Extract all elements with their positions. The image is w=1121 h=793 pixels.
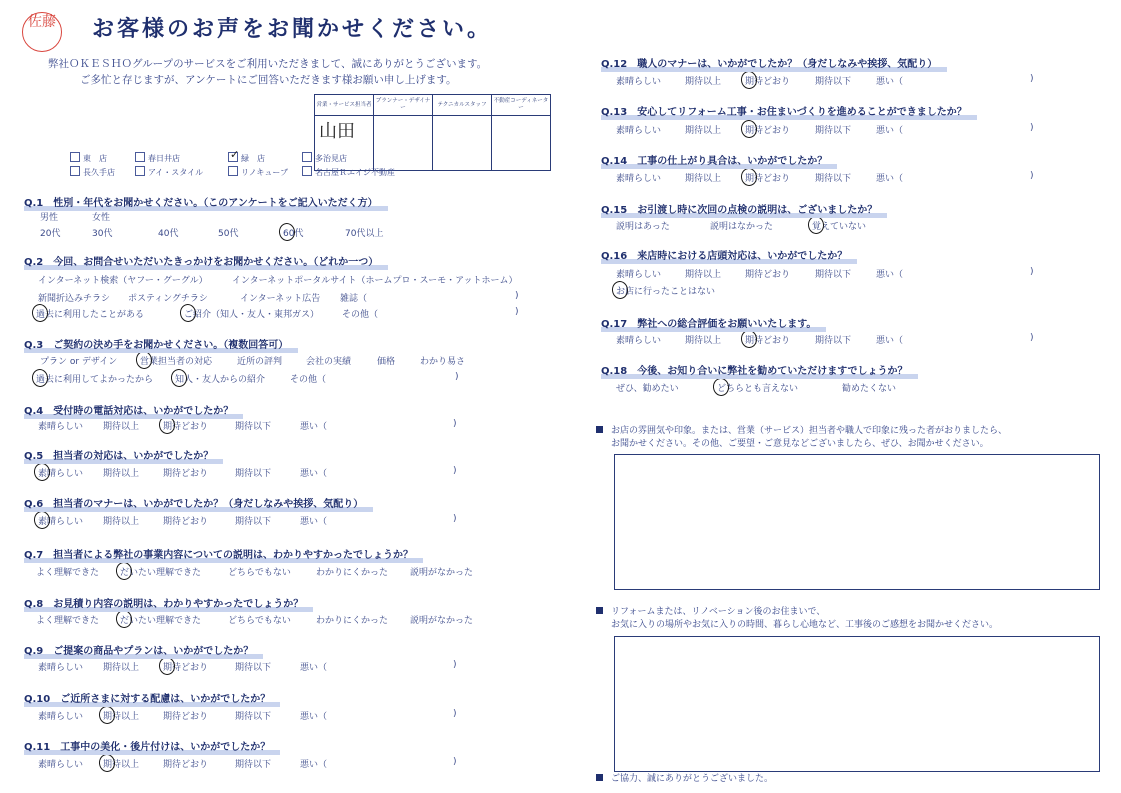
answer-option[interactable]: ぜひ、勧めたい (616, 384, 679, 394)
answer-option[interactable]: 期待以上 (685, 174, 722, 184)
store-option[interactable] (302, 152, 347, 164)
question-text: Q.17 弊社への総合評価をお願いいたします。 (601, 319, 817, 330)
answer-option[interactable]: 期待以下 (815, 336, 852, 346)
question-2 (601, 103, 967, 118)
answer-option[interactable]: 期待以下 (815, 174, 852, 184)
selected-answer-circle (98, 753, 116, 773)
staff-value[interactable]: 山田 (315, 116, 374, 171)
question-text: Q.3 ご契約の決め手をお聞かせください。（複数回答可） (24, 340, 289, 351)
free-comment-prompt-2: リフォームまたは、リノベーション後のお住まいで、 お気に入りの場所やお気に入りの時間、暮らし心地など、工事後のご感想をお聞かせください。 (596, 606, 998, 632)
question-7 (601, 362, 908, 377)
answer-option[interactable]: 悪い（ (300, 517, 328, 527)
answer-option[interactable]: 期待以下 (815, 77, 852, 87)
answer-option[interactable]: 悪い（ (300, 663, 328, 673)
answer-option[interactable]: 期待以下 (235, 712, 272, 722)
free-comment-box-1[interactable] (614, 454, 1100, 590)
answer-option[interactable]: 雑誌（ (340, 294, 368, 304)
answer-option[interactable]: インターネット検索（ヤフー・グーグル） (38, 276, 208, 286)
answer-option[interactable]: ) (1030, 267, 1034, 277)
answer-option[interactable]: 30代 (92, 229, 113, 239)
answer-option[interactable]: 説明がなかった (410, 568, 474, 578)
answer-option[interactable]: ) (455, 372, 459, 382)
selected-answer-circle (31, 368, 49, 388)
answer-option[interactable]: 期待どおり (745, 126, 791, 136)
question-2 (24, 253, 378, 268)
square-bullet-icon (596, 774, 603, 781)
staff-value[interactable] (374, 116, 433, 171)
answer-option[interactable]: 期待以上 (685, 126, 722, 136)
staff-header: テクニカルスタッフ (433, 95, 492, 116)
checkbox-icon[interactable] (70, 152, 80, 162)
store-label: リノキューブ (241, 168, 288, 177)
question-text: Q.15 お引渡し時に次回の点検の説明は、ございましたか？ (601, 205, 878, 216)
store-option[interactable] (302, 166, 395, 178)
answer-option[interactable]: 素晴らしい (38, 663, 84, 673)
staff-header: 不動産コーディネーター (492, 95, 551, 116)
answer-option[interactable]: 期待以上 (103, 663, 140, 673)
answer-option[interactable]: ) (453, 419, 457, 429)
answer-option[interactable]: 期待どおり (745, 336, 791, 346)
answer-option[interactable]: 期待以下 (235, 517, 272, 527)
selected-answer-circle (740, 167, 758, 187)
selected-answer-circle (611, 280, 629, 300)
answer-option[interactable]: 説明がなかった (410, 616, 474, 626)
answer-option[interactable]: ご紹介（知人・友人・東邦ガス） (184, 310, 320, 320)
square-bullet-icon (596, 607, 603, 614)
answer-option[interactable]: だいたい理解できた (120, 616, 202, 626)
answer-option[interactable]: 悪い（ (300, 712, 328, 722)
question-text: Q.8 お見積り内容の説明は、わかりやすかったでしょうか？ (24, 599, 304, 610)
question-text: Q.9 ご提案の商品やプランは、いかがでしたか？ (24, 646, 254, 657)
answer-option[interactable]: ) (1030, 123, 1034, 133)
answer-option[interactable]: 価格 (377, 357, 396, 367)
answer-option[interactable]: 悪い（ (876, 336, 904, 346)
answer-option[interactable]: 期待以下 (235, 469, 272, 479)
answer-option[interactable]: 悪い（ (300, 469, 328, 479)
answer-option[interactable]: 期待以下 (235, 663, 272, 673)
answer-option[interactable]: わかりにくかった (316, 616, 389, 626)
answer-option[interactable]: 素晴らしい (616, 270, 662, 280)
checkbox-icon[interactable] (70, 166, 80, 176)
answer-option[interactable]: 過去に利用したことがある (36, 310, 145, 320)
store-label: アイ・スタイル (148, 168, 204, 177)
answer-option[interactable]: 知人・友人からの紹介 (175, 375, 266, 385)
answer-option[interactable]: 説明はあった (616, 222, 670, 232)
answer-option[interactable]: 勧めたくない (842, 384, 897, 394)
question-7 (24, 546, 413, 561)
staff-header: 営業・サービス担当者 (315, 95, 374, 116)
question-6 (24, 495, 363, 510)
checkbox-icon[interactable] (228, 166, 238, 176)
question-text: Q.13 安心してリフォーム工事・お住まいづくりを進めることができましたか？ (601, 107, 967, 118)
answer-option[interactable]: 70代以上 (345, 229, 384, 239)
answer-option[interactable]: ) (1030, 74, 1034, 84)
answer-option[interactable]: わかりにくかった (316, 568, 389, 578)
selected-answer-circle (31, 303, 49, 323)
selected-answer-circle (115, 561, 133, 581)
answer-option[interactable]: 期待以上 (685, 77, 722, 87)
answer-option[interactable]: 悪い（ (876, 77, 904, 87)
answer-option[interactable]: ) (1030, 171, 1034, 181)
staff-value[interactable] (433, 116, 492, 171)
answer-option[interactable]: 期待以下 (815, 270, 852, 280)
answer-option[interactable]: 期待どおり (163, 517, 209, 527)
answer-option[interactable]: 素晴らしい (38, 422, 84, 432)
selected-answer-circle (179, 303, 197, 323)
selected-answer-circle (33, 462, 51, 482)
checkbox-icon[interactable] (135, 166, 145, 176)
answer-option[interactable]: プラン or デザイン (40, 357, 118, 367)
checkbox-icon[interactable] (135, 152, 145, 162)
store-option[interactable] (135, 152, 180, 164)
answer-option[interactable]: 期待どおり (163, 663, 209, 673)
answer-option[interactable]: 素晴らしい (38, 517, 84, 527)
square-bullet-icon (596, 426, 603, 433)
answer-option[interactable]: インターネット広告 (240, 294, 321, 304)
question-11 (24, 738, 270, 753)
selected-answer-circle (170, 368, 188, 388)
answer-option[interactable]: 過去に利用してよかったから (36, 375, 154, 385)
answer-option[interactable]: 男性 (40, 213, 59, 223)
answer-option[interactable]: 覚えていない (812, 222, 867, 232)
answer-option[interactable]: 悪い（ (300, 760, 328, 770)
answer-option[interactable]: 期待どおり (745, 77, 791, 87)
store-option[interactable] (135, 166, 203, 178)
staff-value[interactable] (492, 116, 551, 171)
question-1 (24, 194, 378, 209)
selected-answer-circle (33, 510, 51, 530)
answer-option[interactable]: お店に行ったことはない (616, 287, 716, 297)
question-text: Q.1 性別・年代をお聞かせください。（このアンケートをご記入いただく方） (24, 198, 378, 209)
store-option[interactable] (70, 166, 115, 178)
answer-option[interactable]: 悪い（ (876, 126, 904, 136)
store-label: 長久手店 (83, 168, 115, 177)
answer-option[interactable]: ) (1030, 333, 1034, 343)
answer-option[interactable]: 素晴らしい (616, 77, 662, 87)
question-10 (24, 690, 270, 705)
question-8 (24, 595, 303, 610)
free-comment-box-2[interactable] (614, 636, 1100, 772)
store-option[interactable] (228, 166, 288, 178)
staff-header: プランナー・デザイナー (374, 95, 433, 116)
question-6 (601, 315, 816, 330)
staff-table (314, 94, 551, 171)
answer-option[interactable]: 悪い（ (300, 422, 328, 432)
checkbox-icon[interactable] (302, 152, 312, 162)
question-text: Q.18 今後、お知り合いに弊社を勧めていただけますでしょうか？ (601, 366, 908, 377)
selected-answer-circle (278, 222, 296, 242)
question-3 (601, 152, 827, 167)
answer-option[interactable]: 60代 (283, 229, 304, 239)
answer-option[interactable]: 会社の実績 (306, 357, 352, 367)
question-text: Q.7 担当者による弊社の事業内容についての説明は、わかりやすかったでしょうか？ (24, 550, 414, 561)
answer-option[interactable]: ) (515, 291, 519, 301)
answer-option[interactable]: どちらでもない (228, 568, 291, 578)
selected-answer-circle (98, 705, 116, 725)
answer-option[interactable]: 素晴らしい (616, 174, 662, 184)
answer-option[interactable]: 期待以上 (103, 760, 140, 770)
answer-option[interactable]: 悪い（ (876, 270, 904, 280)
store-option[interactable] (70, 152, 107, 164)
answer-option[interactable]: ) (453, 660, 457, 670)
question-1 (601, 55, 937, 70)
answer-option[interactable]: 20代 (40, 229, 61, 239)
question-text: Q.16 来店時における店頭対応は、いかがでしたか？ (601, 251, 848, 262)
answer-option[interactable]: 期待どおり (163, 469, 209, 479)
answer-option[interactable]: 期待どおり (745, 270, 791, 280)
answer-option[interactable]: ) (515, 307, 519, 317)
store-label: 東 店 (83, 154, 107, 163)
answer-option[interactable]: 期待以上 (103, 712, 140, 722)
question-text: Q.10 ご近所さまに対する配慮は、いかがでしたか？ (24, 694, 271, 705)
answer-option[interactable]: 悪い（ (876, 174, 904, 184)
answer-option[interactable]: よく理解できた (36, 616, 100, 626)
answer-option[interactable]: 期待以上 (103, 469, 140, 479)
answer-option[interactable]: よく理解できた (36, 568, 100, 578)
answer-option[interactable]: 期待以上 (685, 336, 722, 346)
seal-stamp: 佐藤 (22, 12, 62, 52)
store-label: 緑 店 (241, 154, 265, 163)
question-text: Q.4 受付時の電話対応は、いかがでしたか？ (24, 406, 234, 417)
question-5 (24, 447, 213, 462)
intro-line-2: ご多忙と存じますが、アンケートにご回答いただきます様お願い申し上げます。 (80, 74, 457, 86)
answer-option[interactable]: 素晴らしい (38, 760, 84, 770)
answer-option[interactable]: 素晴らしい (38, 469, 84, 479)
answer-option[interactable]: ) (453, 466, 457, 476)
selected-answer-circle (740, 70, 758, 90)
question-text: Q.6 担当者のマナーは、いかがでしたか？（身だしなみや挨拶、気配り） (24, 499, 364, 510)
answer-option[interactable]: ) (453, 514, 457, 524)
answer-option[interactable]: 期待以上 (103, 517, 140, 527)
checkbox-icon[interactable] (228, 152, 238, 162)
answer-option[interactable]: インターネットポータルサイト（ホームプロ・スーモ・アットホーム） (232, 276, 518, 286)
answer-option[interactable]: 期待以下 (235, 422, 272, 432)
selected-answer-circle (712, 377, 730, 397)
answer-option[interactable]: 説明はなかった (710, 222, 774, 232)
answer-option[interactable]: 女性 (92, 213, 111, 223)
answer-option[interactable]: 新聞折込みチラシ (38, 294, 111, 304)
answer-option[interactable]: その他（ (290, 375, 327, 385)
question-text: Q.2 今回、お問合せいただいたきっかけをお聞かせください。（どれか一つ） (24, 257, 379, 268)
store-label: 名古屋Ｒエイジ不動産 (315, 168, 395, 177)
question-4 (24, 402, 233, 417)
store-label: 多治見店 (315, 154, 347, 163)
free-comment-prompt-1: お店の雰囲気や印象。または、営業（サービス）担当者や職人で印象に残った者がおりましたら、 お聞かせください。その他、ご要望・ご意見などございましたら、ぜひ、お聞かせください。 (596, 425, 1007, 451)
intro-line-1: 弊社ＯＫＥＳＨＯグループのサービスをご利用いただきまして、誠にありがとうございます。 (48, 58, 488, 70)
answer-option[interactable]: 素晴らしい (616, 126, 662, 136)
selected-answer-circle (740, 119, 758, 139)
answer-option[interactable]: 営業担当者の対応 (140, 357, 213, 367)
answer-option[interactable]: 期待どおり (745, 174, 791, 184)
question-3 (24, 336, 288, 351)
answer-option[interactable]: どちらとも言えない (717, 384, 799, 394)
question-4 (601, 201, 877, 216)
question-text: Q.14 工事の仕上がり具合は、いかがでしたか？ (601, 156, 828, 167)
answer-option[interactable]: 期待どおり (163, 422, 209, 432)
answer-option[interactable]: 素晴らしい (616, 336, 662, 346)
answer-option[interactable]: わかり易さ (420, 357, 466, 367)
footer-thanks: ご協力、誠にありがとうございました。 (596, 773, 773, 786)
answer-option[interactable]: 期待以上 (103, 422, 140, 432)
checkbox-icon[interactable] (302, 166, 312, 176)
answer-option[interactable]: 近所の評判 (237, 357, 283, 367)
answer-option[interactable]: だいたい理解できた (120, 568, 202, 578)
answer-option[interactable]: 40代 (158, 229, 179, 239)
answer-option[interactable]: 期待どおり (163, 760, 209, 770)
question-text: Q.11 工事中の美化・後片付けは、いかがでしたか？ (24, 742, 271, 753)
answer-option[interactable]: その他（ (342, 310, 379, 320)
question-9 (24, 642, 253, 657)
page-title: お客様のお声をお聞かせください。 (92, 17, 493, 42)
answer-option[interactable]: ポスティングチラシ (128, 294, 208, 304)
answer-option[interactable]: どちらでもない (228, 616, 291, 626)
answer-option[interactable]: ) (453, 757, 457, 767)
question-text: Q.12 職人のマナーは、いかがでしたか？（身だしなみや挨拶、気配り） (601, 59, 938, 70)
answer-option[interactable]: 期待どおり (163, 712, 209, 722)
answer-option[interactable]: 50代 (218, 229, 239, 239)
answer-option[interactable]: 期待以下 (815, 126, 852, 136)
answer-option[interactable]: ) (453, 709, 457, 719)
answer-option[interactable]: 期待以上 (685, 270, 722, 280)
store-label: 春日井店 (148, 154, 180, 163)
answer-option[interactable]: 素晴らしい (38, 712, 84, 722)
question-text: Q.5 担当者の対応は、いかがでしたか？ (24, 451, 214, 462)
store-option[interactable] (228, 152, 265, 164)
answer-option[interactable]: 期待以下 (235, 760, 272, 770)
question-5 (601, 247, 847, 262)
